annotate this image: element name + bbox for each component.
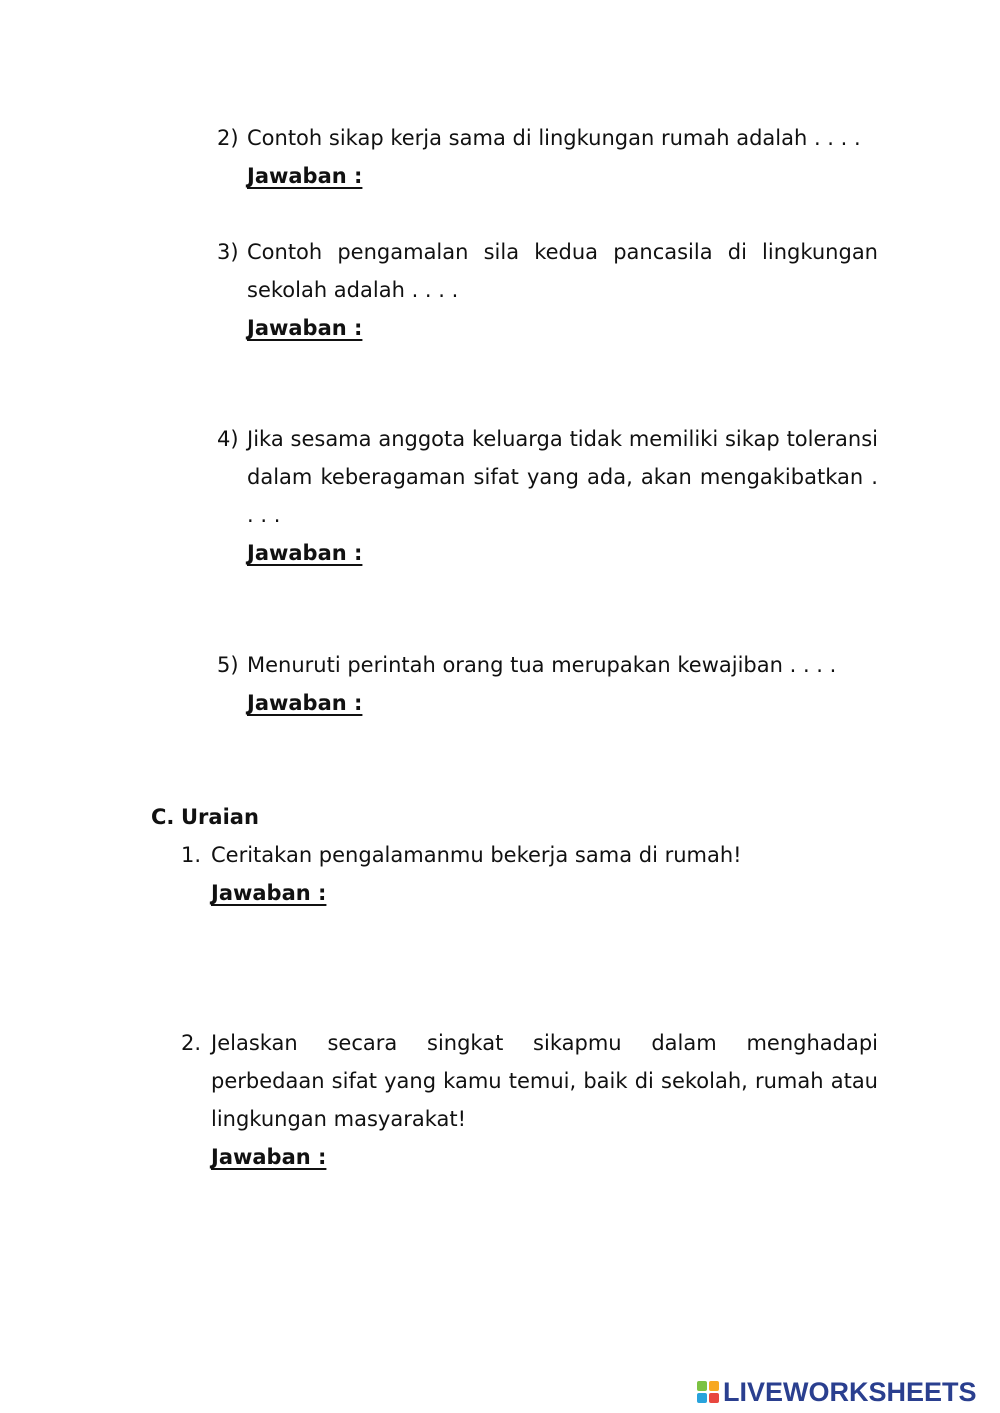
essay-question-item [181, 836, 878, 912]
question-item [217, 119, 878, 195]
question-item [217, 420, 878, 572]
question-text: Contoh pengamalan sila kedua pancasila di lingkungan sekolah adalah . . . . [247, 240, 878, 302]
answer-label: Jawaban : [211, 1145, 327, 1169]
logo-text: LIVEWORKSHEETS [723, 1376, 977, 1407]
answer-label: Jawaban : [247, 316, 363, 340]
question-number: 2) [217, 126, 239, 150]
question-text: Jika sesama anggota keluarga tidak memiliki sikap toleransi dalam keberagaman sifat yang ada, akan mengakibatkan . . . . [247, 427, 878, 527]
question-text: Contoh sikap kerja sama di lingkungan rumah adalah . . . . [247, 126, 861, 150]
logo-block [697, 1393, 707, 1403]
question-number: 5) [217, 653, 239, 677]
logo-block [709, 1393, 719, 1403]
liveworksheets-logo [697, 1374, 977, 1410]
question-number: 3) [217, 240, 239, 264]
section-letter: C. [151, 805, 175, 829]
question-text: Jelaskan secara singkat sikapmu dalam menghadapi perbedaan sifat yang kamu temui, baik di sekolah, rumah atau lingkungan masyarakat! [211, 1031, 878, 1131]
section-title: Uraian [181, 805, 259, 829]
answer-label: Jawaban : [211, 881, 327, 905]
answer-label: Jawaban : [247, 164, 363, 188]
answer-label: Jawaban : [247, 541, 363, 565]
section-heading [151, 798, 259, 836]
essay-question-item [181, 1024, 878, 1176]
question-item [217, 233, 878, 347]
logo-blocks-icon [697, 1381, 719, 1403]
logo-block [697, 1381, 707, 1391]
logo-block [709, 1381, 719, 1391]
question-number: 4) [217, 427, 239, 451]
answer-label: Jawaban : [247, 691, 363, 715]
question-item [217, 646, 878, 722]
question-number: 1. [181, 843, 202, 867]
question-text: Ceritakan pengalamanmu bekerja sama di rumah! [211, 843, 742, 867]
question-number: 2. [181, 1031, 202, 1055]
question-text: Menuruti perintah orang tua merupakan kewajiban . . . . [247, 653, 837, 677]
